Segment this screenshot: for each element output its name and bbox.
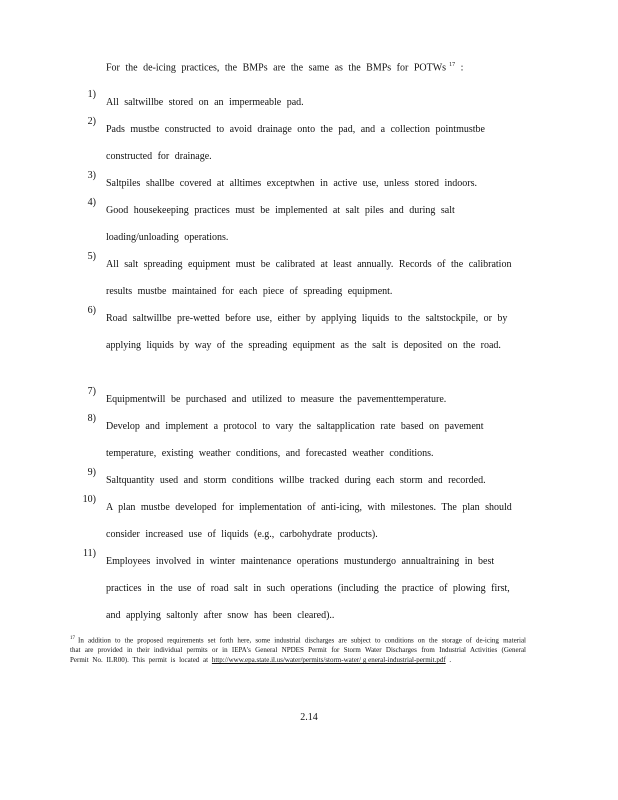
footnote-marker: 17 <box>70 636 75 641</box>
page-number: 2.14 <box>300 712 318 723</box>
list-item-text: Saltquantity used and storm conditions willbe tracked during each storm and recorded. <box>106 475 486 486</box>
footnote-suffix: . <box>449 656 452 665</box>
list-item-number: 4) <box>87 197 96 208</box>
list-item-text: Saltpiles shallbe covered at alltimes exceptwhen in active use, unless stored indoors. <box>106 178 477 189</box>
list-item-text: All saltwillbe stored on an impermeable pad. <box>106 97 304 108</box>
list-item-number: 1) <box>87 89 96 100</box>
list-item-text: Employees involved in winter maintenance operations mustundergo annualtraining in best practices in the use of road salt in such operations (including the practice of plowing first, and applying saltonly after snow has been cleared).. <box>106 556 510 621</box>
footnote-reference[interactable]: 17 <box>449 62 456 68</box>
list-item-text: Road saltwillbe pre-wetted before use, either by applying liquids to the saltstockpile, or by applying liquids by way of the spreading equipment as the salt is deposited on the road. <box>106 313 508 351</box>
list-item-text: Equipmentwill be purchased and utilized to measure the pavementtemperature. <box>106 394 447 405</box>
footnote-link[interactable]: http://www.epa.state.il.us/water/permits/storm-water/ g eneral-industrial-permit.pdf <box>211 656 446 665</box>
list-item-number: 6) <box>87 305 96 316</box>
list-item-text: A plan mustbe developed for implementation of anti-icing, with milestones. The plan should consider increased use of liquids (e.g., carbohydrate products). <box>106 502 512 540</box>
list-item-number: 9) <box>87 467 96 478</box>
list-item-text: Good housekeeping practices must be implemented at salt piles and during salt loading/unloading operations. <box>106 205 455 243</box>
footnote-text: In addition to the proposed requirements set forth here, some industrial discharges are subject to conditions on the storage of de-icing material that are provided in their individual permits or in IEPA's General NPDES Permit for Storm Water Discharges from Industrial Activities (General Permit No. ILR00). This permit is located at <box>70 636 526 665</box>
intro-paragraph <box>106 62 463 73</box>
list-item-number: 10) <box>82 494 96 505</box>
list-item-number: 8) <box>87 413 96 424</box>
intro-suffix: : <box>460 62 464 74</box>
list-item-number: 5) <box>87 251 96 262</box>
footnote <box>70 634 526 665</box>
list-item-text: Develop and implement a protocol to vary the saltapplication rate based on pavement temperature, existing weather conditions, and forecasted weather conditions. <box>106 421 484 459</box>
intro-text: For the de-icing practices, the BMPs are the same as the BMPs for POTWs <box>106 62 447 74</box>
list-item-text: All salt spreading equipment must be calibrated at least annually. Records of the calibration results mustbe maintained for each piece of spreading equipment. <box>106 259 512 297</box>
list-item-number: 2) <box>87 116 96 127</box>
list-item-number: 3) <box>87 170 96 181</box>
list-item-number: 7) <box>87 386 96 397</box>
list-item-number: 11) <box>83 548 96 559</box>
list-item-text: Pads mustbe constructed to avoid drainage onto the pad, and a collection pointmustbe constructed for drainage. <box>106 124 485 162</box>
